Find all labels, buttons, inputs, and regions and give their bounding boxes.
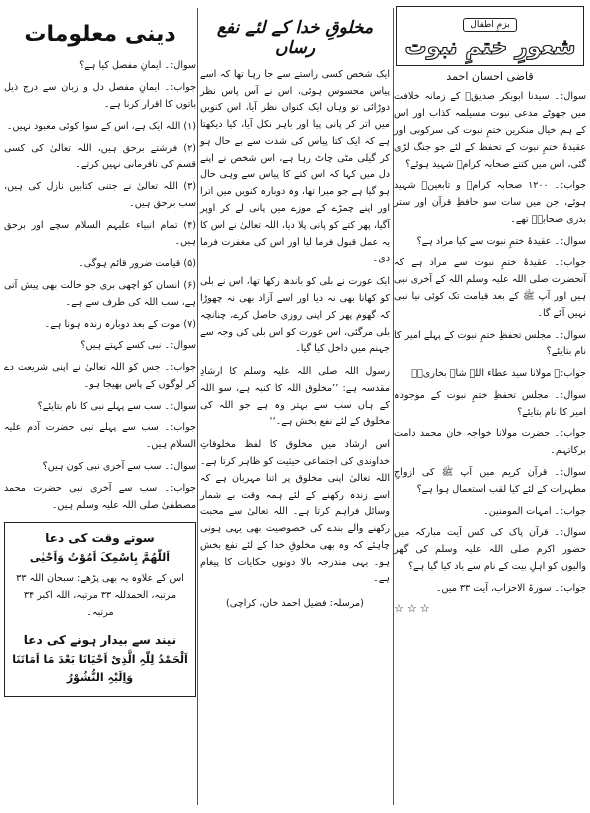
qa-item: جواب:۔ مولانا سید عطاء اللہ شاہ بخاریؒ۔ (411, 368, 586, 380)
qa-item: سوال:۔ سب سے پہلے نبی کا نام بتایئے؟ (37, 400, 196, 412)
article-title: شعورِ ختمِ نبوت (404, 35, 576, 60)
qa-list (4, 58, 196, 514)
qa-item: سوال:۔ سب سے آخری نبی کون ہیں؟ (42, 461, 196, 473)
qa-item: جواب:۔ عقیدۂ ختمِ نبوت سے مراد ہے کہ آنحضرت صلی اللہ علیہ وسلم اللہ کے آخری نبی ہیں اور آپ ﷺ کے بعد قیامت تک کوئی نیا نبی نہیں آئے گا۔ (394, 257, 586, 319)
dua-title: نیند سے بیدار ہونے کی دعا (23, 633, 177, 648)
qa-item: (۳) اللہ تعالیٰ نے جتنی کتابیں نازل کی ہیں، سب برحق ہیں۔ (4, 181, 196, 209)
column-divider (197, 8, 198, 805)
left-column (4, 4, 196, 809)
dua-box (4, 522, 196, 697)
qa-item: سوال:۔ ایمانِ مفصل کیا ہے؟ (79, 60, 196, 72)
qa-item: سوال:۔ قرآن کریم میں آپ ﷺ کی ازواجِ مطہرات کے لئے کیا لقب استعمال ہوا ہے؟ (394, 467, 586, 495)
right-column (394, 4, 586, 809)
article-paragraph: ایک شخص کسی راستے سے جا رہا تھا کہ اسے پیاس محسوس ہوئی، اس نے آس پاس نظر دوڑائی تو وہاں ایک کنواں نظر آیا، اس کنویں میں اتر کر پانی پیا اور باہر نکل آیا، کیا دیکھتا ہے کہ ایک کتا پیاس کی شدت سے بے حال ہو کر گیلی مٹی چاٹ رہا ہے، اس شخص نے اپنے دل میں کہا کہ اس کتے کا پیاس سے وہی حال ہو گیا ہے جو میرا تھا، وہ دوبارہ کنویں میں اترا اور اپنے چمڑے کے موزے میں پانی لے کر اوپر آگیا، پھر کتے کو پانی پلا دیا، اللہ تعالیٰ نے اس کا یہ عمل قبول فرما لیا اور اس کی مغفرت فرما دی۔ (200, 68, 390, 265)
qa-item: (۵) قیامت ضرور قائم ہوگی۔ (78, 258, 196, 270)
qa-item: (۶) انسان کو اچھی بری جو حالت بھی پیش آتی ہے، سب اللہ کی طرف سے ہے۔ (4, 279, 196, 308)
article-author: قاضی احسان احمد (446, 70, 534, 84)
article-paragraph: ایک عورت نے بلی کو باندھ رکھا تھا، اس نے بلی کو کھانا بھی نہ دیا اور اسے آزاد بھی نہ چھوڑا کہ گھوم پھر کر اپنی روزی حاصل کرے، چنانچہ بلی مرگئی، اس عورت کو اس بلی کی وجہ سے جہنم میں داخل کیا گیا۔ (200, 276, 390, 355)
dua-note: اس کے علاوہ یہ بھی پڑھے: سبحان اللہ ۳۳ مرتبہ، الحمدللہ ۳۳ مرتبہ، اللہ اکبر ۳۴ مرتبہ۔ (16, 572, 184, 618)
qa-item: سوال:۔ مجلس تحفظِ ختمِ نبوت کے پہلے امیر کا نام بتایئے؟ (394, 329, 586, 358)
qa-item: (۴) تمام انبیاء علیہم السلام سچے اور برحق ہیں۔ (4, 219, 196, 248)
qa-list (394, 89, 586, 597)
section-tag: بزمِ اطفال (463, 18, 516, 32)
qa-item: (۱) اللہ ایک ہے، اس کے سوا کوئی معبود نہیں۔ (6, 120, 196, 132)
qa-item: سوال:۔ عقیدۂ ختمِ نبوت سے کیا مراد ہے؟ (416, 235, 586, 247)
article-title: مخلوقِ خدا کے لئے نفع رساں (216, 18, 374, 59)
dua-arabic-text: اَلْحَمْدُ لِلّٰہِ الَّذِیْ اَحْیَانَا بَعْدَ مَا اَمَاتَنَا وَاِلَیْہِ النُّشُوْرُ (12, 653, 188, 684)
qa-item: (۲) فرشتے برحق ہیں، اللہ تعالیٰ کی کسی قسم کی نافرمانی نہیں کرتے۔ (4, 142, 196, 171)
stars-ornament: ☆☆☆ (394, 602, 433, 616)
qa-item: جواب:۔ حضرت مولانا خواجہ خان محمد دامت برکاتہم۔ (394, 428, 586, 457)
dua-arabic-text: اَللّٰھُمَّ بِاسْمِکَ اَمُوْتُ وَاَحْیٰی (29, 551, 171, 565)
middle-column (200, 4, 390, 809)
qa-item: جواب:۔ ایمانِ مفصل دل و زبان سے درج ذیل باتوں کا اقرار کرنا ہے۔ (4, 82, 196, 110)
qa-item: جواب:۔ امہات المومنین۔ (483, 505, 586, 517)
qa-item: جواب:۔ سورۃ الاحزاب، آیت ۳۳ میں۔ (435, 582, 586, 594)
dua-title: سوتے وقت کی دعا (45, 531, 155, 546)
article-title: دینی معلومات (24, 22, 176, 47)
qa-item: سوال:۔ مجلس تحفظِ ختمِ نبوت کے موجودہ امیر کا نام بتایئے؟ (394, 389, 586, 418)
qa-item: سوال:۔ سیدنا ابوبکر صدیقؓ کے زمانہ خلافت میں جھوٹے مدعی نبوت مسیلمہ کذاب اور اس کے ہم خیال منکرین ختمِ نبوت کی سرکوبی اور عقیدۂ ختمِ نبوت کے تحفظ کے لئے جو جنگ لڑی گئی، اس میں کتنے صحابہ کرامؓ شہید ہوئے؟ (394, 91, 586, 170)
article-byline: (مرسلہ: فضیل احمد خان، کراچی) (226, 598, 364, 610)
article-paragraph: اس ارشاد میں مخلوق کا لفظ مخلوقاتِ خداوندی کی اجتماعی حیثیت کو ظاہر کرتا ہے۔ اللہ تعالیٰ اپنی مخلوق پر اتنا مہربان ہے کہ اسے زندہ رکھنے کے لئے ہمہ وقت بے شمار وسائل فراہم کرتا ہے۔ اللہ تعالیٰ سے محبت رکھنے والے بندے کی خصوصیت بھی یہی ہونی چاہئے کہ وہ بھی مخلوقِ خدا کے لئے نفع بخش ہو۔ یہی مندرجہ بالا دونوں حکایات کا پیغام ہے۔ (200, 439, 390, 585)
qa-item: جواب:۔ ۱۲۰۰ صحابہ کرامؓ و تابعینؒ شہید ہوئے، جن میں سات سو حافظِ قرآن اور ستر بدری صحابہؓ تھے۔ (394, 180, 586, 225)
article-paragraph: رسول اللہ صلی اللہ علیہ وسلم کا ارشادِ مقدسہ ہے: ’’مخلوق اللہ کا کنبہ ہے، سو اللہ کے ہاں سب سے بہتر وہ ہے جو اللہ کی مخلوق کے لئے نفع بخش ہے۔‘‘ (200, 366, 390, 428)
qa-item: جواب:۔ سب سے آخری نبی حضرت محمد مصطفیٰ صلی اللہ علیہ وسلم ہیں۔ (4, 482, 196, 511)
qa-item: جواب:۔ سب سے پہلے نبی حضرت آدم علیہ السلام ہیں۔ (4, 422, 196, 451)
qa-item: سوال:۔ قرآن پاک کی کس آیت مبارکہ میں حضور اکرم صلی اللہ علیہ وسلم کی گھر والیوں کو اہلِ بیت کے نام سے یاد کیا گیا ہے؟ (394, 527, 586, 572)
qa-item: (۷) موت کے بعد دوبارہ زندہ ہونا ہے۔ (44, 318, 196, 330)
qa-item: جواب:۔ جس کو اللہ تعالیٰ نے اپنی شریعت دے کر لوگوں کے پاس بھیجا ہو۔ (4, 362, 196, 390)
qa-item: سوال:۔ نبی کسے کہتے ہیں؟ (80, 340, 196, 352)
article-header-box (396, 6, 584, 66)
